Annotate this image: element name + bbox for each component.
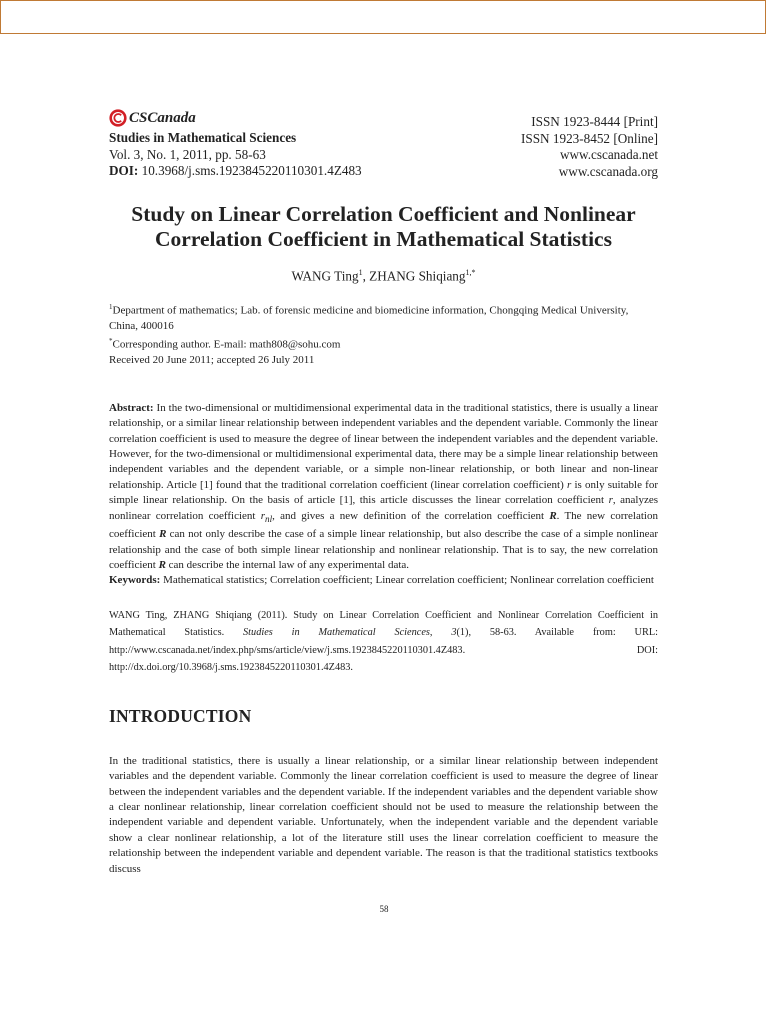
citation-text-1: WANG Ting, ZHANG Shiqiang (2011). Study on Linear Correlation Coefficient and Nonlinear Correlation Coefficient in Mathematical Statistics. xyxy=(109,609,658,639)
issn-print: ISSN 1923-8444 [Print] xyxy=(531,114,658,129)
symbol-r: r xyxy=(566,478,572,491)
symbol-R: R xyxy=(158,558,166,571)
keywords-label: Keywords: xyxy=(109,574,161,587)
citation-text-2: , xyxy=(429,627,452,639)
journal-header xyxy=(109,108,658,186)
received-dates: Received 20 June 2011; accepted 26 July 2011 xyxy=(109,353,315,366)
citation-text-3: (1), 58-63. Available from: URL: http://www.cscanada.net/index.php/sms/article/view/j.sms.1923845220110301.4Z483. DOI: http://dx.doi.org/10.3968/j.sms.1923845220110301.4Z483. xyxy=(109,627,658,674)
abstract-text-7: can describe the internal law of any experimental data. xyxy=(165,558,410,571)
volume-info: Vol. 3, No. 1, 2011, pp. 58-63 xyxy=(109,146,266,162)
symbol-r-nl: r xyxy=(260,509,265,522)
keywords xyxy=(109,573,658,588)
brand-name: CSCanada xyxy=(129,109,196,126)
brand xyxy=(109,108,362,128)
title-line-2: Correlation Coefficient in Mathematical Statistics xyxy=(155,227,612,251)
citation-volume: 3 xyxy=(451,627,457,639)
abstract-text-2: is only suitable for simple linear relationship. On the basis of article [1], this article discusses the linear correlation coefficient xyxy=(109,478,659,507)
title-line-1: Study on Linear Correlation Coefficient and Nonlinear xyxy=(131,202,636,226)
author-1-affil-mark: 1 xyxy=(358,268,363,277)
doi-line xyxy=(109,163,362,180)
abstract-paragraph xyxy=(109,401,658,574)
doi-value: 10.3968/j.sms.1923845220110301.4Z483 xyxy=(141,163,362,178)
author-2: ZHANG Shiqiang xyxy=(369,268,466,284)
abstract-text-6: can not only describe the case of a simple linear relationship, but also describe the case of a simple nonlinear relationship and the case of both simple linear relationship and nonlinear relationship. That is to say, the new correlation coefficient xyxy=(109,528,658,571)
website-link-org[interactable]: www.cscanada.org xyxy=(558,163,658,179)
cscanada-logo-icon xyxy=(109,109,127,127)
symbol-R: R xyxy=(549,509,557,522)
corresponding-author xyxy=(109,334,658,353)
issn-online: ISSN 1923-8452 [Online] xyxy=(521,130,658,146)
paper-title xyxy=(109,202,658,252)
author-2-affil-mark: 1,* xyxy=(465,268,476,277)
citation-journal: Studies in Mathematical Sciences xyxy=(243,627,430,639)
paper-page xyxy=(109,108,658,877)
author-separator: , xyxy=(362,268,370,284)
author-list xyxy=(109,268,658,284)
symbol-r: r xyxy=(608,494,613,507)
keywords-text: Mathematical statistics; Correlation coefficient; Linear correlation coefficient; Nonlinear correlation coefficient xyxy=(160,574,654,587)
top-frame xyxy=(0,0,766,34)
symbol-R: R xyxy=(159,528,167,541)
doi-label: DOI: xyxy=(109,163,139,178)
header-left xyxy=(109,108,362,180)
website-link-net[interactable]: www.cscanada.net xyxy=(559,147,658,162)
abstract-text-5: . The new correlation coefficient xyxy=(109,509,658,541)
abstract-text-4: , and gives a new definition of the correlation coefficient xyxy=(272,509,550,522)
page-number: 58 xyxy=(379,904,389,914)
affiliations xyxy=(109,300,658,367)
author-1: WANG Ting xyxy=(291,268,359,284)
affiliation-1-text: Department of mathematics; Lab. of forensic medicine and biomedicine information, Chongqing Medical University, China, 400016 xyxy=(109,305,629,333)
header-right xyxy=(521,114,658,180)
abstract-section xyxy=(109,401,658,589)
abstract-label: Abstract: xyxy=(109,401,154,414)
abstract-text-3: , analyzes nonlinear correlation coefficient xyxy=(109,494,658,522)
journal-name: Studies in Mathematical Sciences xyxy=(109,130,297,145)
introduction-paragraph: In the traditional statistics, there is usually a linear relationship, or a similar linear relationship between independent variables and the dependent variable. Commonly the linear correlation coefficient is used to measure the degree of linear between the independent variables and the dependent variable. If the independent variables and the dependent variable show a clear nonlinear relationship, linear correlation coefficient should not be used to measure the relationship between the independent variable and dependent variable. Unfortunately, when the independent variable and the dependent variable show a clear nonlinear relationship, a lot of the literature still uses the linear correlation coefficient to measure the relationship between the independent variable and dependent variable. The reason is that the traditional statistics textbooks discuss xyxy=(109,754,658,875)
corresponding-text: Corresponding author. E-mail: math808@sohu.com xyxy=(112,338,341,351)
symbol-nl-subscript: nl xyxy=(264,513,273,524)
corresponding-mark: * xyxy=(109,337,113,346)
affiliation-1 xyxy=(109,300,658,334)
citation-block xyxy=(109,607,658,677)
affiliation-1-mark: 1 xyxy=(109,303,113,312)
abstract-text-1: In the two-dimensional or multidimensional experimental data in the traditional statistics, there is usually a linear relationship, or a similar linear relationship between independent variables and the dependent variable. Commonly the linear correlation coefficient is used to measure the degree of linear between the independent variables and the dependent variable. However, for the two-dimensional or multidimensional experimental data, there may be a simple linear relationship between independent variables and the dependent variable, or a simple non-linear relationship, or both linear and non-linear relationship. Article [1] found that the traditional correlation coefficient (linear correlation coefficient) xyxy=(109,401,658,491)
section-heading-introduction: INTRODUCTION xyxy=(109,705,252,726)
